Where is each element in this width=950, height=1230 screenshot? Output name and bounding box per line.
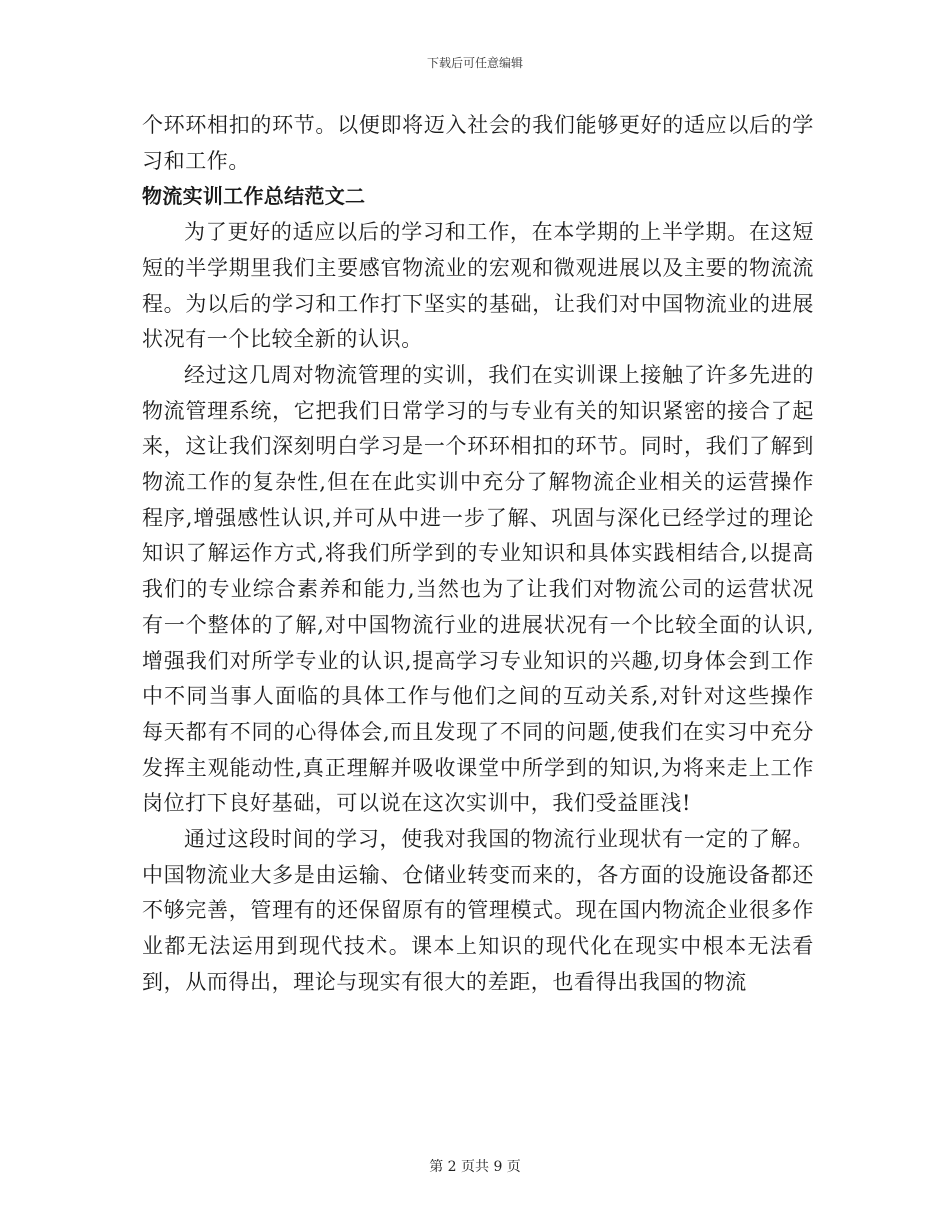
section-title: 物流实训工作总结范文二: [142, 184, 366, 209]
paragraph-1: 为了更好的适应以后的学习和工作，在本学期的上半学期。在这短短的半学期里我们主要感官物流业的宏观和微观进展以及主要的物流流程。为以后的学习和工作打下坚实的基础，让我们对中国物流业的进展状况有一个比较全新的认识。: [142, 220, 814, 352]
paragraph-3: 通过这段时间的学习，使我对我国的物流行业现状有一定的了解。中国物流业大多是由运输、仓储业转变而来的，各方面的设施设备都还不够完善，管理有的还保留原有的管理模式。现在国内物流企业很多作业都无法运用到现代技术。课本上知识的现代化在现实中根本无法看到，从而得出，理论与现实有很大的差距，也看得出我国的物流: [142, 827, 814, 994]
page-header: 下载后可任意编辑: [426, 56, 523, 70]
document-body: [142, 108, 814, 1001]
paragraph-2: 经过这几周对物流管理的实训，我们在实训课上接触了许多先进的物流管理系统，它把我们日常学习的与专业有关的知识紧密的接合了起来，这让我们深刻明白学习是一个环环相扣的环节。同时，我们了解到物流工作的复杂性,但在在此实训中充分了解物流企业相关的运营操作程序,增强感性认识,并可从中进一步了解、巩固与深化已经学过的理论知识了解运作方式,将我们所学到的专业知识和具体实践相结合,以提高我们的专业综合素养和能力,当然也为了让我们对物流公司的运营状况有一个整体的了解,对中国物流行业的进展状况有一个比较全面的认识,增强我们对所学专业的认识,提高学习专业知识的兴趣,切身体会到工作中不同当事人面临的具体工作与他们之间的互动关系,对针对这些操作每天都有不同的心得体会,而且发现了不同的问题,使我们在实习中充分发挥主观能动性,真正理解并吸收课堂中所学到的知识,为将来走上工作岗位打下良好基础，可以说在这次实训中，我们受益匪浅!: [142, 362, 814, 816]
continued-paragraph: 个环环相扣的环节。以便即将迈入社会的我们能够更好的适应以后的学习和工作。: [142, 113, 814, 173]
page-footer: 第 2 页共 9 页: [429, 1159, 521, 1175]
